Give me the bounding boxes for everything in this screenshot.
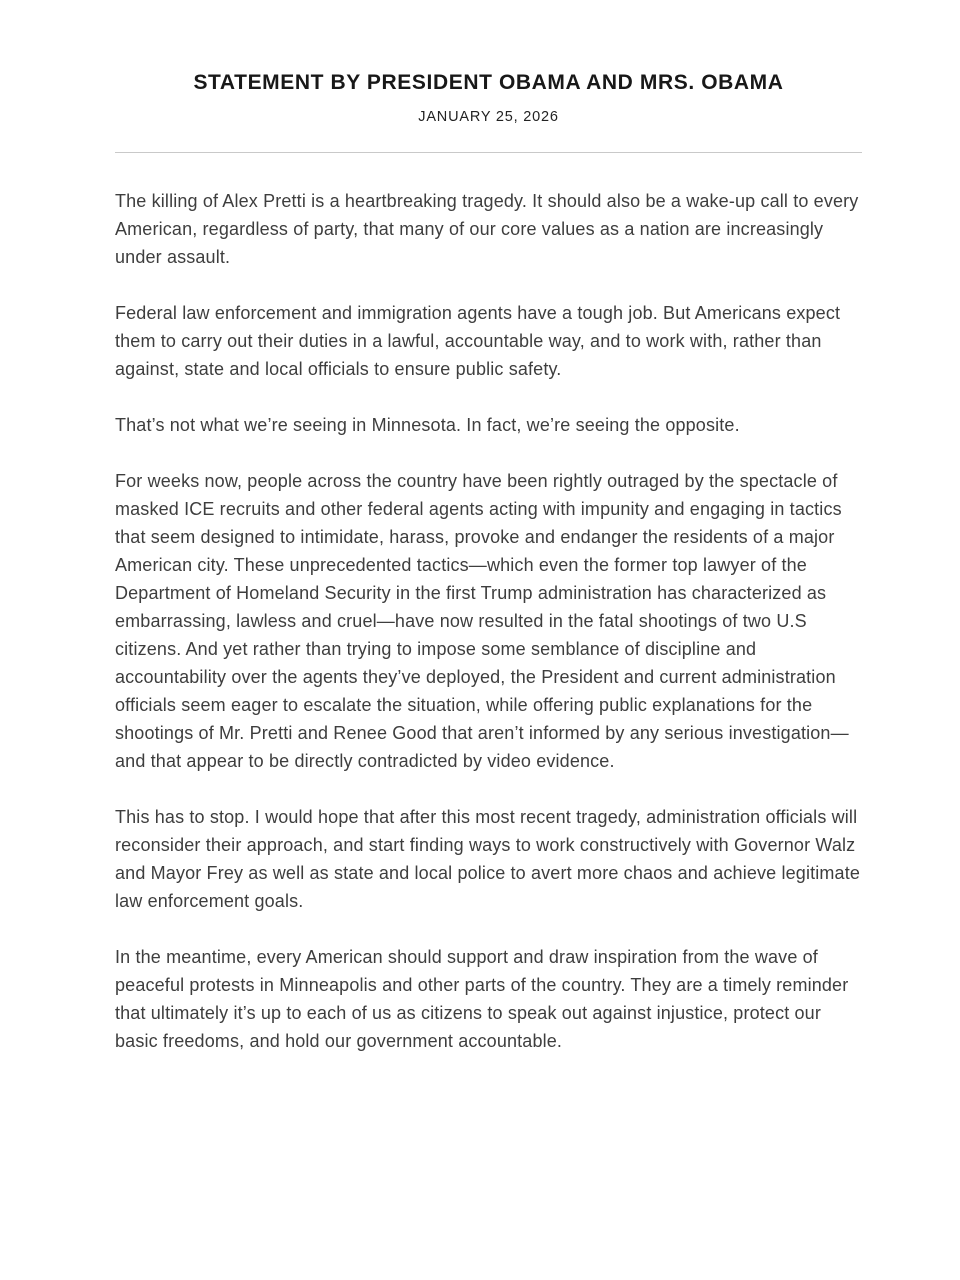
page-title: STATEMENT BY PRESIDENT OBAMA AND MRS. OBAMA	[193, 71, 784, 94]
statement-paragraph: That’s not what we’re seeing in Minnesota. In fact, we’re seeing the opposite.	[115, 415, 740, 436]
statement-paragraph: Federal law enforcement and immigration agents have a tough job. But Americans expect them to carry out their duties in a lawful, accountable way, and to work with, rather than against, state and local officials to ensure public safety.	[115, 303, 841, 380]
statement-date: JANUARY 25, 2026	[418, 109, 559, 126]
statement-paragraph: In the meantime, every American should support and draw inspiration from the wave of peaceful protests in Minneapolis and other parts of the country. They are a timely reminder that ultimately it’s up to each of us as citizens to speak out against injustice, protect our basic freedoms, and hold our government accountable.	[115, 947, 849, 1052]
header-divider	[115, 152, 862, 153]
statement-body	[115, 187, 862, 1055]
statement-paragraph: The killing of Alex Pretti is a heartbreaking tragedy. It should also be a wake-up call to every American, regardless of party, that many of our core values as a nation are increasingly under assault.	[115, 191, 859, 268]
statement-header	[115, 70, 862, 125]
statement-paragraph: For weeks now, people across the country have been rightly outraged by the spectacle of masked ICE recruits and other federal agents acting with impunity and engaging in tactics that seem designed to intimidate, harass, provoke and endanger the residents of a major American city. These unprecedented tactics—which even the former top lawyer of the Department of Homeland Security in the first Trump administration has characterized as embarrassing, lawless and cruel—have now resulted in the fatal shootings of two U.S citizens. And yet rather than trying to impose some semblance of discipline and accountability over the agents they’ve deployed, the President and current administration officials seem eager to escalate the situation, while offering public explanations for the shootings of Mr. Pretti and Renee Good that aren’t informed by any serious investigation—and that appear to be directly contradicted by video evidence.	[115, 471, 849, 772]
statement-paragraph: This has to stop. I would hope that after this most recent tragedy, administration officials will reconsider their approach, and start finding ways to work constructively with Governor Walz and Mayor Frey as well as state and local police to avert more chaos and achieve legitimate law enforcement goals.	[115, 807, 861, 912]
